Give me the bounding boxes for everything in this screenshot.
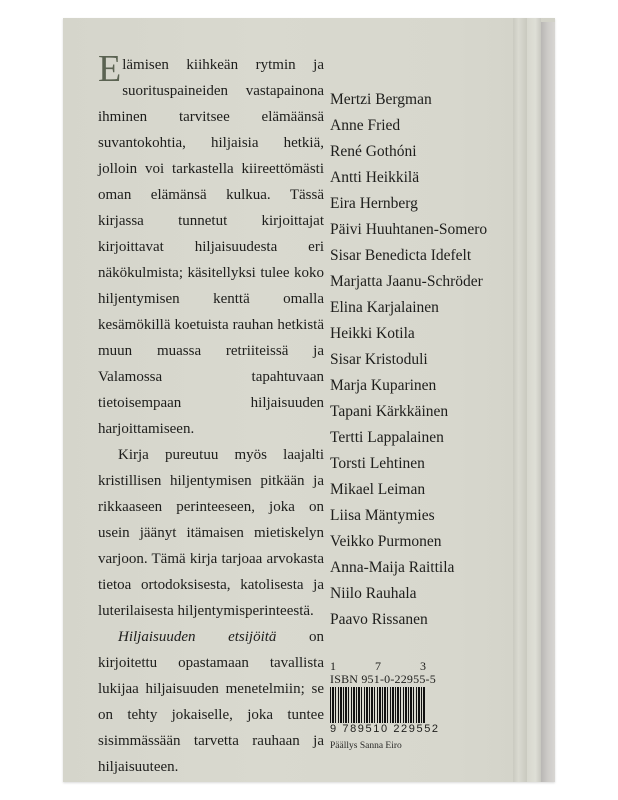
- barcode-number: 7: [375, 659, 381, 673]
- author-name: Paavo Rissanen: [330, 611, 428, 628]
- isbn-label: ISBN 951-0-22955-5: [330, 672, 436, 686]
- author-name: Elina Karjalainen: [330, 299, 439, 316]
- blurb-paragraph-3-text: on kirjoitettu opastamaan tavallista lukijaa hiljaisuuden menetelmiin; se on tehty jokaiselle, joka tuntee sisimmässään tarvetta rauhaan ja hiljaisuuteen.: [98, 629, 324, 775]
- blurb-paragraph-1-text: lämisen kiihkeän rytmin ja suorituspaineiden vastapainona ihminen tarvitsee elämäänsä suvantokohtia, hiljaisia hetkiä, jolloin voi tarkastella kiireettömästi oman elämänsä kulkua. Tässä kirjassa tunnetut kirjoittajat kirjoittavat hiljaisuudesta eri näkökulmista; käsitellyksi tulee koko hiljentymisen kenttä omalla kesämökillä koetuista rauhan hetkistä muun muassa retriiteissä ja Valamossa tapahtuvaan tietoisempaan hiljaisuuden harjoittamiseen.: [98, 57, 324, 437]
- isbn-barcode: [330, 660, 450, 735]
- author-name: Anne Fried: [330, 117, 401, 134]
- cover-hinge: [513, 18, 527, 782]
- author-name: Tertti Lappalainen: [330, 429, 444, 446]
- author-name: Antti Heikkilä: [330, 169, 420, 186]
- barcode-number: 3: [420, 659, 426, 673]
- author-name: Mikael Leiman: [330, 481, 426, 498]
- author-name: Heikki Kotila: [330, 325, 415, 342]
- book-title-italic: Hiljaisuuden etsijöitä: [118, 629, 277, 645]
- book-spine: [527, 18, 541, 782]
- author-name: Tapani Kärkkäinen: [330, 403, 449, 420]
- author-name: Sisar Benedicta Idefelt: [330, 247, 472, 264]
- spine-edge: [541, 22, 555, 782]
- barcode-bars: [330, 687, 426, 723]
- author-name: Marjatta Jaanu-Schröder: [330, 273, 483, 290]
- book-back-cover: [63, 18, 555, 782]
- author-name: René Gothóni: [330, 143, 417, 160]
- author-name: Sisar Kristoduli: [330, 351, 428, 368]
- blurb-paragraph-2: Kirja pureutuu myös laajalti kristillisen hiljentymisen pitkään ja rikkaaseen perinteeseen, joka on usein jäänyt itämaisen mietiskelyn varjoon. Tämä kirja tarjoaa arvokasta tietoa ortodoksisesta, katolisesta ja luterilaisesta hiljentymisperinteestä.: [98, 447, 324, 619]
- barcode-digits: 9 789510 229552: [330, 723, 440, 735]
- author-name: Mertzi Bergman: [330, 91, 432, 108]
- author-name: Päivi Huuhtanen-Somero: [330, 221, 488, 238]
- author-name: Eira Hernberg: [330, 195, 418, 212]
- author-name: Torsti Lehtinen: [330, 455, 425, 472]
- author-name: Anna-Maija Raittila: [330, 559, 455, 576]
- blurb-text: [98, 48, 324, 780]
- blurb-paragraph-1: [98, 48, 324, 442]
- author-name: Marja Kuparinen: [330, 377, 437, 394]
- barcode-top-numbers: [330, 660, 426, 672]
- author-name: Veikko Purmonen: [330, 533, 442, 550]
- drop-cap: E: [98, 48, 122, 90]
- author-list: [330, 87, 530, 633]
- barcode-number: 1: [330, 659, 336, 673]
- author-name: Niilo Rauhala: [330, 585, 417, 602]
- blurb-paragraph-3: [98, 624, 324, 780]
- author-name: Liisa Mäntymies: [330, 507, 435, 524]
- cover-design-credit: Päällys Sanna Eiro: [330, 741, 402, 751]
